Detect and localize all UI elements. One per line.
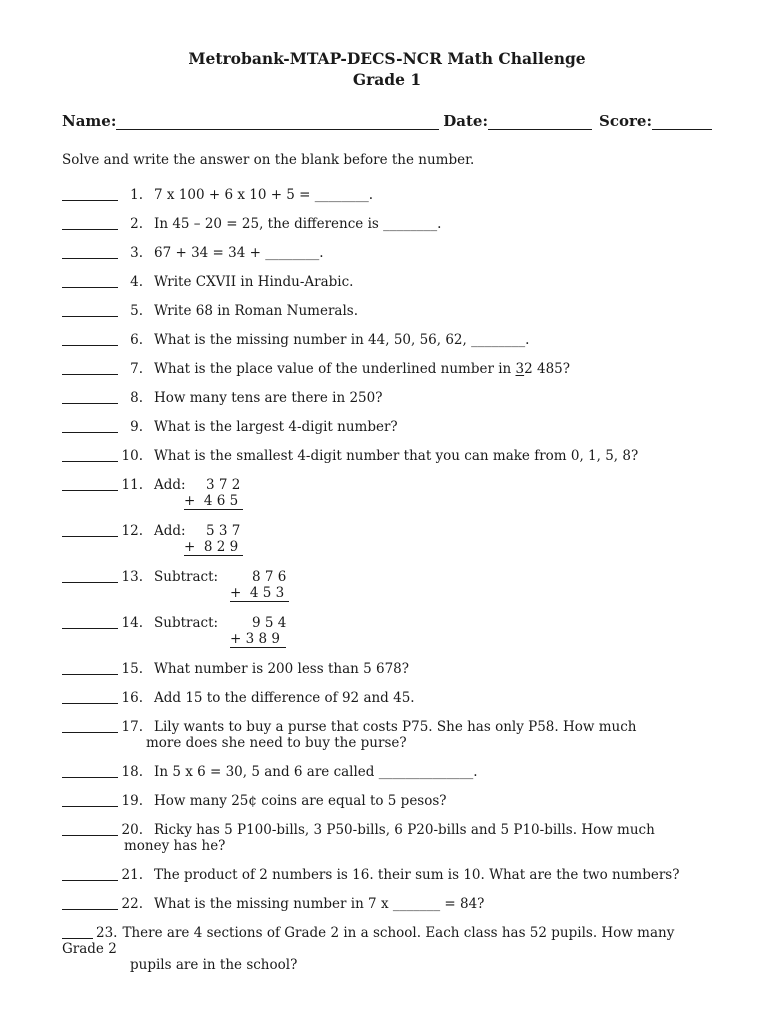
question-number: 23.: [96, 925, 118, 941]
question-row: [62, 822, 712, 854]
answer-blank: [62, 628, 118, 629]
question-number: 17.: [121, 719, 143, 735]
question-row: [62, 523, 712, 556]
name-underline: [116, 129, 439, 130]
question-row: [62, 896, 712, 912]
question-row: [62, 419, 712, 435]
question-text: The product of 2 numbers is 16. their sum is 10. What are the two numbers?: [154, 867, 680, 883]
question-number: 18.: [121, 764, 143, 780]
question-text: Write 68 in Roman Numerals.: [154, 303, 358, 319]
question-number: 21.: [121, 867, 143, 883]
answer-blank: [62, 287, 118, 288]
answer-blank: [62, 536, 118, 537]
answer-blank: [62, 229, 118, 230]
question-row: [62, 867, 712, 883]
question-number: 6.: [130, 332, 143, 348]
question-text: What is the largest 4-digit number?: [154, 419, 398, 435]
stack-bottom-number: + 4 6 5: [184, 493, 243, 510]
question-row: [62, 764, 712, 780]
name-date-score-row: [62, 112, 712, 130]
operation-label: Add:: [154, 523, 186, 539]
question-row: [62, 216, 712, 232]
question-text: What is the missing number in 7 x _______ = 84?: [154, 896, 485, 912]
answer-blank: [62, 732, 118, 733]
question-text: What is the smallest 4-digit number that you can make from 0, 1, 5, 8?: [154, 448, 639, 464]
question-text: In 45 – 20 = 25, the difference is ________.: [154, 216, 442, 232]
math-stack: [230, 569, 289, 602]
answer-blank: [62, 835, 118, 836]
answer-blank: [62, 258, 118, 259]
question-number: 5.: [130, 303, 143, 319]
answer-blank: [62, 806, 118, 807]
question-row: [62, 361, 712, 377]
stack-bottom-number: + 4 5 3: [230, 585, 289, 602]
question-text-post: 2 485?: [524, 361, 570, 377]
question-row: [62, 187, 712, 203]
stack-bottom-number: + 8 2 9: [184, 539, 243, 556]
date-label: Date:: [443, 112, 489, 130]
answer-blank: [62, 674, 118, 675]
question-number: 15.: [121, 661, 143, 677]
operation-label: Subtract:: [154, 615, 219, 631]
question-text: Add 15 to the difference of 92 and 45.: [154, 690, 415, 706]
answer-blank: [62, 582, 118, 583]
answer-blank: [62, 490, 118, 491]
question-number: 12.: [121, 523, 143, 539]
operation-label: Subtract:: [154, 569, 219, 585]
question-text-line1: Ricky has 5 P100-bills, 3 P50-bills, 6 P20-bills and 5 P10-bills. How much: [154, 822, 655, 838]
question-row: [62, 332, 712, 348]
question-number: 8.: [130, 390, 143, 406]
question-text: How many tens are there in 250?: [154, 390, 383, 406]
stack-top-number: 5 3 7: [206, 523, 241, 539]
question-number: 16.: [121, 690, 143, 706]
question-number: 2.: [130, 216, 143, 232]
question-text: What is the missing number in 44, 50, 56, 62, ________.: [154, 332, 530, 348]
answer-blank: [62, 316, 118, 317]
question-text-line1: There are 4 sections of Grade 2 in a school. Each class has 52 pupils. How many Grade 2: [62, 925, 679, 957]
question-number: 7.: [130, 361, 143, 377]
answer-blank: [62, 403, 118, 404]
question-text-line2: pupils are in the school?: [130, 957, 298, 973]
question-text: Write CXVII in Hindu-Arabic.: [154, 274, 354, 290]
question-row: [62, 615, 712, 648]
question-number: 9.: [130, 419, 143, 435]
question-number: 14.: [121, 615, 143, 631]
score-underline: [652, 129, 712, 130]
question-row: [62, 448, 712, 464]
question-number: 4.: [130, 274, 143, 290]
math-stack: [230, 615, 286, 648]
question-number: 3.: [130, 245, 143, 261]
answer-blank: [62, 345, 118, 346]
question-text-line2: money has he?: [124, 838, 226, 854]
answer-blank: [62, 374, 118, 375]
question-number: 10.: [121, 448, 143, 464]
stack-top-number: 8 7 6: [252, 569, 287, 585]
underlined-digit: 3: [515, 361, 525, 377]
question-number: 19.: [121, 793, 143, 809]
answer-blank: [62, 938, 93, 939]
question-row: [62, 925, 712, 973]
page-title: Metrobank-MTAP-DECS-NCR Math Challenge: [188, 49, 586, 68]
answer-blank: [62, 777, 118, 778]
math-stack: [184, 523, 243, 556]
question-text-line2: more does she need to buy the purse?: [146, 735, 407, 751]
question-text-line1: Lily wants to buy a purse that costs P75. She has only P58. How much: [154, 719, 637, 735]
answer-blank: [62, 703, 118, 704]
answer-blank: [62, 432, 118, 433]
name-label: Name:: [62, 112, 117, 130]
page-subtitle: Grade 1: [352, 70, 422, 89]
operation-label: Add:: [154, 477, 186, 493]
question-row: [62, 245, 712, 261]
stack-bottom-number: + 3 8 9: [230, 631, 286, 648]
math-stack: [184, 477, 243, 510]
question-row: [62, 477, 712, 510]
stack-top-number: 9 5 4: [252, 615, 287, 631]
questions-list: [62, 187, 712, 973]
answer-blank: [62, 200, 118, 201]
question-row: [62, 303, 712, 319]
answer-blank: [62, 880, 118, 881]
question-number: 13.: [121, 569, 143, 585]
score-label: Score:: [599, 112, 652, 130]
answer-blank: [62, 461, 118, 462]
question-text: What number is 200 less than 5 678?: [154, 661, 409, 677]
question-text: 67 + 34 = 34 + ________.: [154, 245, 324, 261]
question-row: [62, 274, 712, 290]
question-row: [62, 569, 712, 602]
answer-blank: [62, 909, 118, 910]
question-number: 20.: [121, 822, 143, 838]
question-text: 7 x 100 + 6 x 10 + 5 = ________.: [154, 187, 374, 203]
question-row: [62, 690, 712, 706]
question-text: In 5 x 6 = 30, 5 and 6 are called ______________.: [154, 764, 478, 780]
question-row: [62, 661, 712, 677]
question-number: 1.: [130, 187, 143, 203]
stack-top-number: 3 7 2: [206, 477, 241, 493]
question-text-pre: What is the place value of the underlined number in: [154, 361, 516, 377]
question-text: How many 25¢ coins are equal to 5 pesos?: [154, 793, 447, 809]
question-row: [62, 719, 712, 751]
question-number: 11.: [121, 477, 143, 493]
instructions-text: Solve and write the answer on the blank before the number.: [62, 152, 475, 168]
date-underline: [488, 129, 592, 130]
question-number: 22.: [121, 896, 143, 912]
question-row: [62, 390, 712, 406]
question-text: [154, 361, 570, 377]
question-row: [62, 793, 712, 809]
